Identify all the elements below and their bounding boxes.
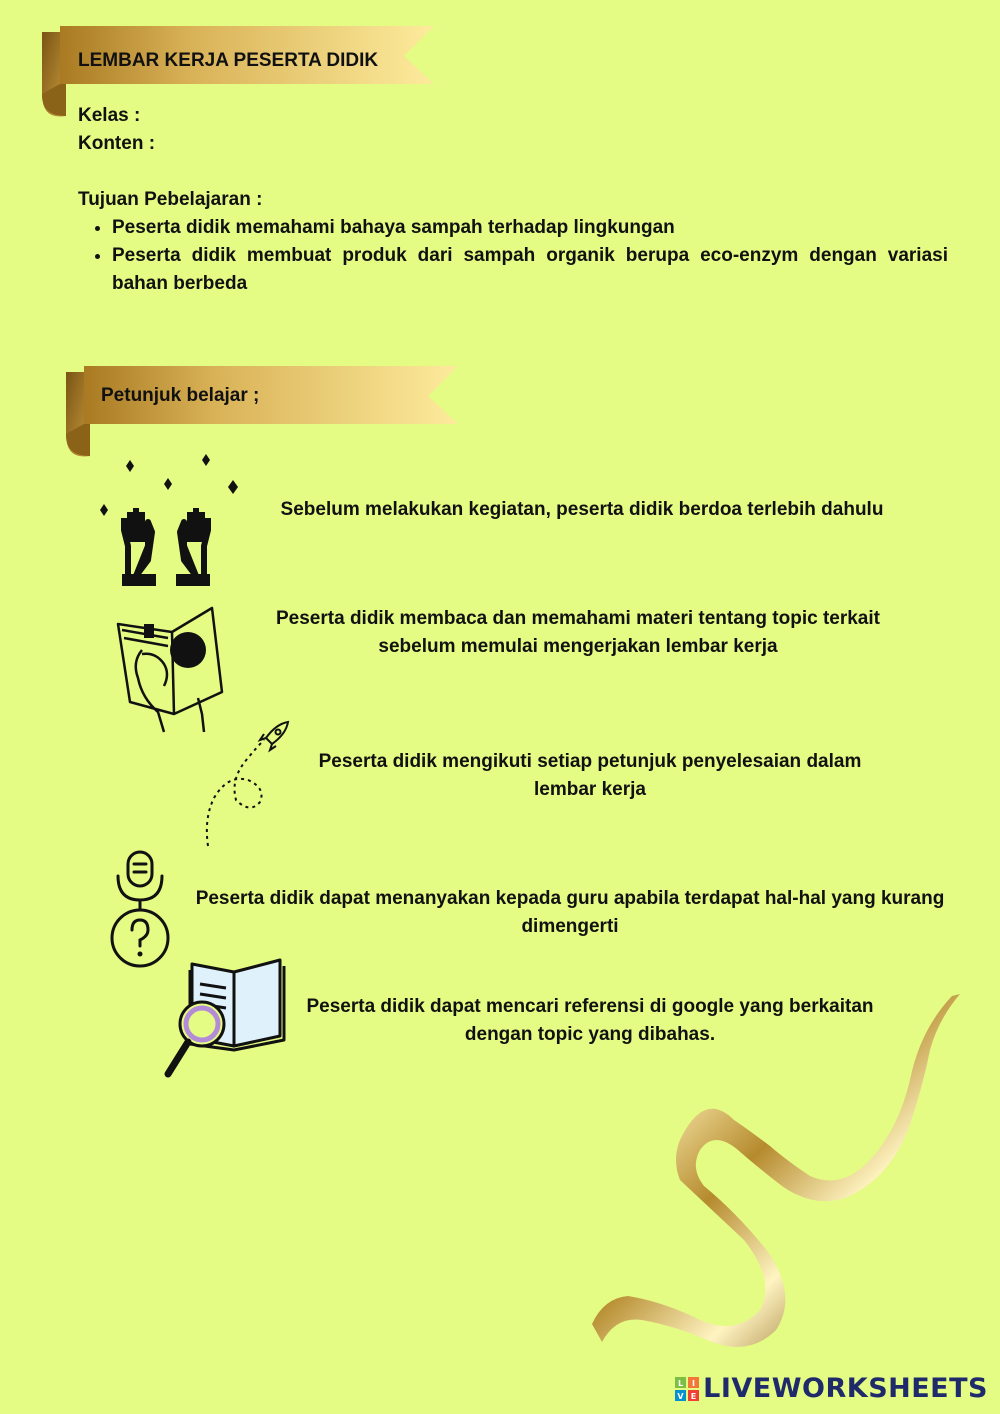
objectives-heading: Tujuan Pebelajaran : [78,189,263,210]
objective-item: • Peserta didik membuat produk dari sampah organik berupa eco-enzym dengan variasi bahan berbeda [112,242,948,298]
step-text: Sebelum melakukan kegiatan, peserta didik berdoa terlebih dahulu [280,499,884,520]
logo-text: LIVEWORKSHEETS [703,1373,988,1404]
logo-letter-i: I [692,1378,696,1388]
kelas-field-label: Kelas : [78,105,141,126]
step-text: Peserta didik mengikuti setiap petunjuk penyelesaian dalam lembar kerja [318,751,862,800]
step-text: Peserta didik membaca dan memahami materi tentang topic terkait sebelum memulai mengerjakan lembar kerja [276,608,880,657]
page-title: LEMBAR KERJA PESERTA DIDIK [78,50,379,71]
praying-hands-icon [96,450,246,595]
objective-item: • Peserta didik memahami bahaya sampah terhadap lingkungan [112,214,948,242]
konten-field-label: Konten : [78,133,156,154]
step-text: Peserta didik dapat menanyakan kepada guru apabila terdapat hal-hal yang kurang dimengerti [195,888,945,937]
instructions-banner [62,364,462,460]
objectives-list [86,214,948,298]
instructions-heading: Petunjuk belajar ; [101,385,260,406]
logo-letter-e: E [690,1391,697,1401]
step-text: Peserta didik dapat mencari referensi di google yang berkaitan dengan topic yang dibahas. [306,996,874,1045]
gold-ribbon-decoration [580,990,960,1370]
liveworksheets-logo-icon [675,1377,699,1401]
question-microphone-icon [106,848,176,968]
logo-letter-v: V [677,1391,684,1401]
rocket-path-icon [200,718,296,850]
book-search-icon [160,954,294,1084]
logo-letter-l: L [678,1378,684,1388]
liveworksheets-logo [675,1373,988,1404]
